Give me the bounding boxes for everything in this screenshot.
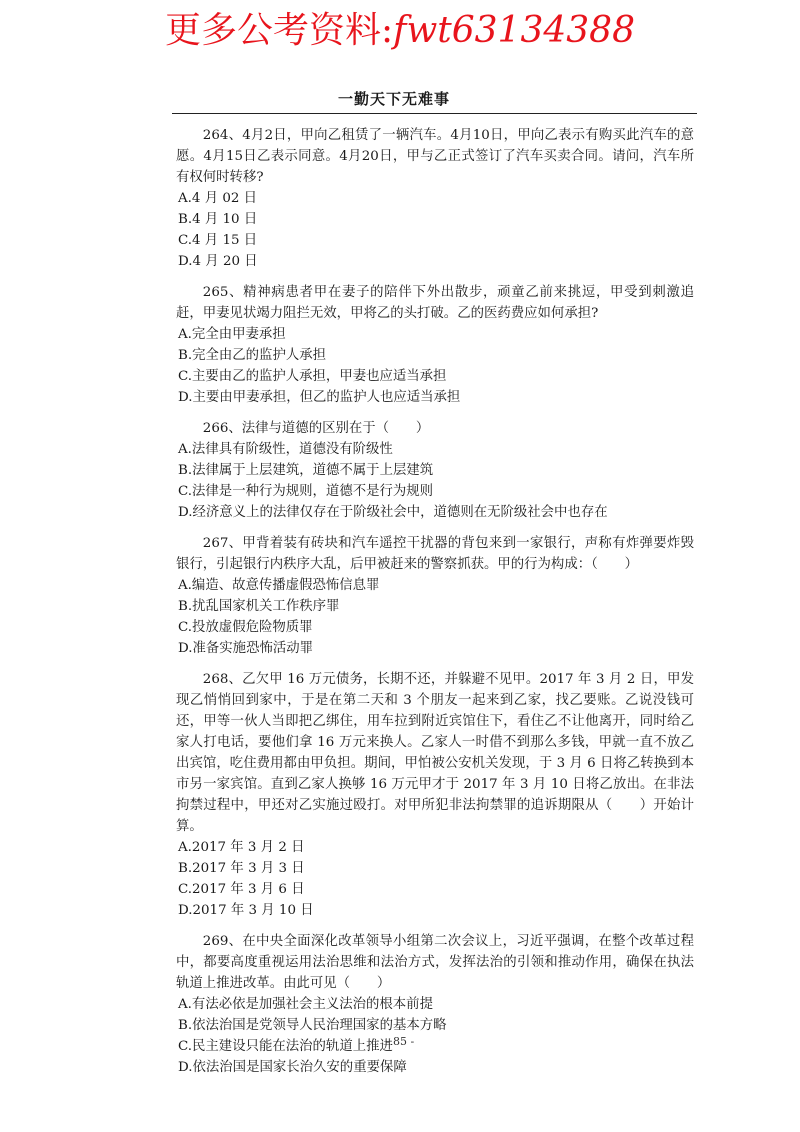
option-b: B.依法治国是党领导人民治理国家的基本方略 bbox=[178, 1018, 447, 1033]
page-header-title: 一勤天下无难事 bbox=[337, 90, 450, 108]
watermark-latin: fwt63134388 bbox=[393, 10, 635, 51]
question-269 bbox=[176, 931, 694, 1078]
option-b: B.法律属于上层建筑，道德不属于上层建筑 bbox=[178, 463, 434, 478]
option-a: A.4 月 02 日 bbox=[178, 191, 258, 206]
question-265 bbox=[176, 282, 694, 408]
option-b: B.扰乱国家机关工作秩序罪 bbox=[178, 599, 340, 614]
watermark-cn: 更多公考资料: bbox=[165, 10, 394, 51]
question-stem: 266、法律与道德的区别在于（ ） bbox=[202, 421, 430, 436]
question-267 bbox=[176, 533, 694, 659]
option-c: C.投放虚假危险物质罪 bbox=[178, 620, 313, 635]
question-264 bbox=[176, 125, 694, 272]
question-stem: 269、在中央全面深化改革领导小组第二次会议上，习近平强调，在整个改革过程中，都要高度重视运用法治思维和法治方式，发挥法治的引领和推动作用，确保在执法轨道上推进改革。由此可见（ ） bbox=[176, 934, 694, 991]
question-stem: 265、精神病患者甲在妻子的陪伴下外出散步，顽童乙前来挑逗，甲受到刺激追赶，甲妻见状竭力阻拦无效，甲将乙的头打破。乙的医药费应如何承担? bbox=[176, 285, 694, 321]
option-d: D.经济意义上的法律仅存在于阶级社会中，道德则在无阶级社会中也存在 bbox=[178, 505, 608, 520]
option-d: D.2017 年 3 月 10 日 bbox=[178, 903, 314, 918]
option-a: A.法律具有阶级性，道德没有阶级性 bbox=[178, 442, 393, 457]
option-c: C.主要由乙的监护人承担，甲妻也应适当承担 bbox=[178, 369, 447, 384]
option-d: D.依法治国是国家长治久安的重要保障 bbox=[178, 1060, 407, 1075]
option-b: B.完全由乙的监护人承担 bbox=[178, 348, 327, 363]
question-266 bbox=[176, 418, 694, 523]
option-d: D.准备实施恐怖活动罪 bbox=[178, 641, 314, 656]
option-a: A.有法必依是加强社会主义法治的根本前提 bbox=[178, 997, 433, 1012]
watermark-banner bbox=[0, 2, 800, 53]
option-c: C.法律是一种行为规则，道德不是行为规则 bbox=[178, 484, 434, 499]
question-list bbox=[176, 125, 694, 1088]
option-d: D.主要由甲妻承担，但乙的监护人也应适当承担 bbox=[178, 390, 461, 405]
option-b: B.2017 年 3 月 3 日 bbox=[178, 861, 305, 876]
header-rule bbox=[172, 113, 697, 114]
option-a: A.2017 年 3 月 2 日 bbox=[178, 840, 305, 855]
page-number: - 85 - bbox=[385, 1035, 415, 1048]
option-d: D.4 月 20 日 bbox=[178, 254, 258, 269]
question-268 bbox=[176, 669, 694, 921]
option-c: C.2017 年 3 月 6 日 bbox=[178, 882, 305, 897]
option-a: A.完全由甲妻承担 bbox=[178, 327, 286, 342]
option-b: B.4 月 10 日 bbox=[178, 212, 258, 227]
option-c: C.民主建设只能在法治的轨道上推进 bbox=[178, 1039, 393, 1054]
option-a: A.编造、故意传播虚假恐怖信息罪 bbox=[178, 578, 380, 593]
question-stem: 264、4月2日，甲向乙租赁了一辆汽车。4月10日，甲向乙表示有购买此汽车的意愿。4月15日乙表示同意。4月20日，甲与乙正式签订了汽车买卖合同。请问，汽车所有权何时转移? bbox=[176, 128, 694, 185]
question-stem: 268、乙欠甲 16 万元债务，长期不还，并躲避不见甲。2017 年 3 月 2 日，甲发现乙悄悄回到家中，于是在第二天和 3 个朋友一起来到乙家，找乙要账。乙说没钱可还，甲等一伙人当即把乙绑住，用车拉到附近宾馆住下，看住乙不让他离开，同时给乙家人打电话，要他们拿 16 万元来换人。乙家人一时借不到那么多钱，甲就一直不放乙出宾馆，吃住费用都由甲负担。期间，甲怕被公安机关发现，于 3 月 6 日将乙转换到本市另一家宾馆。直到乙家人换够 16 万元甲才于 2017 年 3 月 10 日将乙放出。在非法拘禁过程中，甲还对乙实施过殴打。对甲所犯非法拘禁罪的追诉期限从（ ）开始计算。 bbox=[176, 672, 694, 834]
question-stem: 267、甲背着装有砖块和汽车遥控干扰器的背包来到一家银行，声称有炸弹要炸毁银行，引起银行内秩序大乱，后甲被赶来的警察抓获。甲的行为构成：（ ） bbox=[176, 536, 694, 572]
option-c: C.4 月 15 日 bbox=[178, 233, 258, 248]
